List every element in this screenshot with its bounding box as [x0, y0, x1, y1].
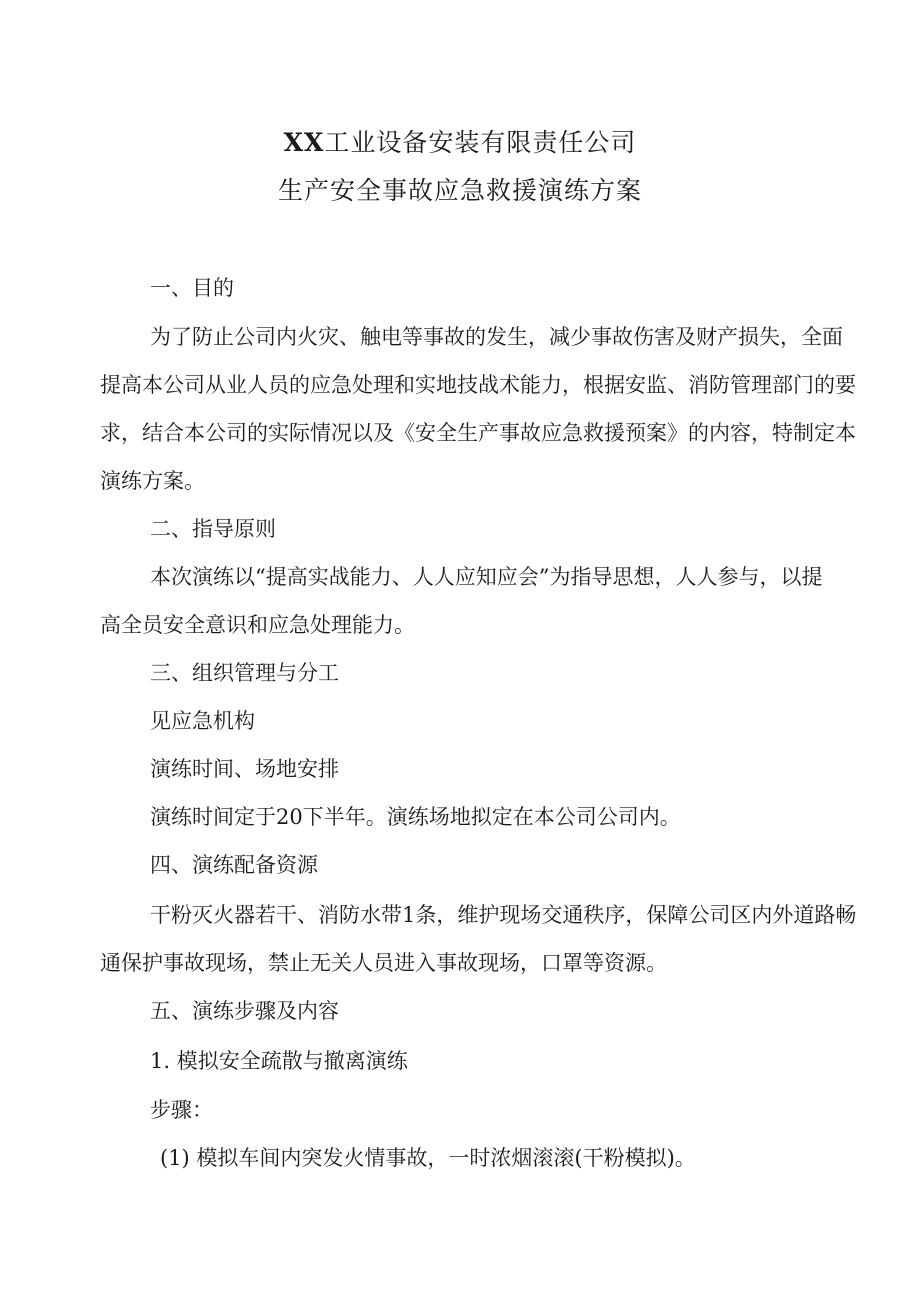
section-heading-purpose: 一、目的	[150, 276, 234, 300]
section-heading-resources: 四、演练配备资源	[150, 853, 318, 877]
section-heading-organization: 三、组织管理与分工	[150, 661, 339, 685]
section-heading-steps: 五、演练步骤及内容	[150, 999, 339, 1023]
section-heading-principles: 二、指导原则	[150, 517, 276, 541]
document-title-line1	[0, 126, 920, 160]
document-title-line2: 生产安全事故应急救援演练方案	[277, 176, 642, 205]
paragraph-line: 提高本公司从业人员的应急处理和实地技战术能力，根据安监、消防管理部门的要	[100, 373, 856, 397]
list-item: 1. 模拟安全疏散与撤离演练	[150, 1049, 408, 1073]
paragraph-line: 见应急机构	[150, 709, 255, 733]
company-name: 工业设备安装有限责任公司	[324, 128, 637, 157]
paragraph-line: 求，结合本公司的实际情况以及《安全生产事故应急救援预案》的内容，特制定本	[100, 421, 856, 445]
paragraph-line: 演练方案。	[100, 469, 205, 493]
paragraph-line: 通保护事故现场，禁止无关人员进入事故现场，口罩等资源。	[100, 951, 667, 975]
paragraph-line: 演练时间定于20下半年。演练场地拟定在本公司公司内。	[150, 805, 681, 829]
paragraph-line: 为了防止公司内火灾、触电等事故的发生，减少事故伤害及财产损失，全面	[150, 325, 843, 349]
paragraph-line: 本次演练以“提高实战能力、人人应知应会”为指导思想，人人参与，以提	[150, 565, 823, 589]
paragraph-line: 高全员安全意识和应急处理能力。	[100, 613, 415, 637]
steps-label: 步骤：	[150, 1098, 213, 1122]
paragraph-line: 演练时间、场地安排	[150, 757, 339, 781]
company-name-prefix: XX	[283, 128, 325, 157]
list-item: (1) 模拟车间内突发火情事故，一时浓烟滚滚(干粉模拟)。	[160, 1146, 696, 1170]
paragraph-line: 干粉灭火器若干、消防水带1条，维护现场交通秩序，保障公司区内外道路畅	[150, 903, 857, 927]
